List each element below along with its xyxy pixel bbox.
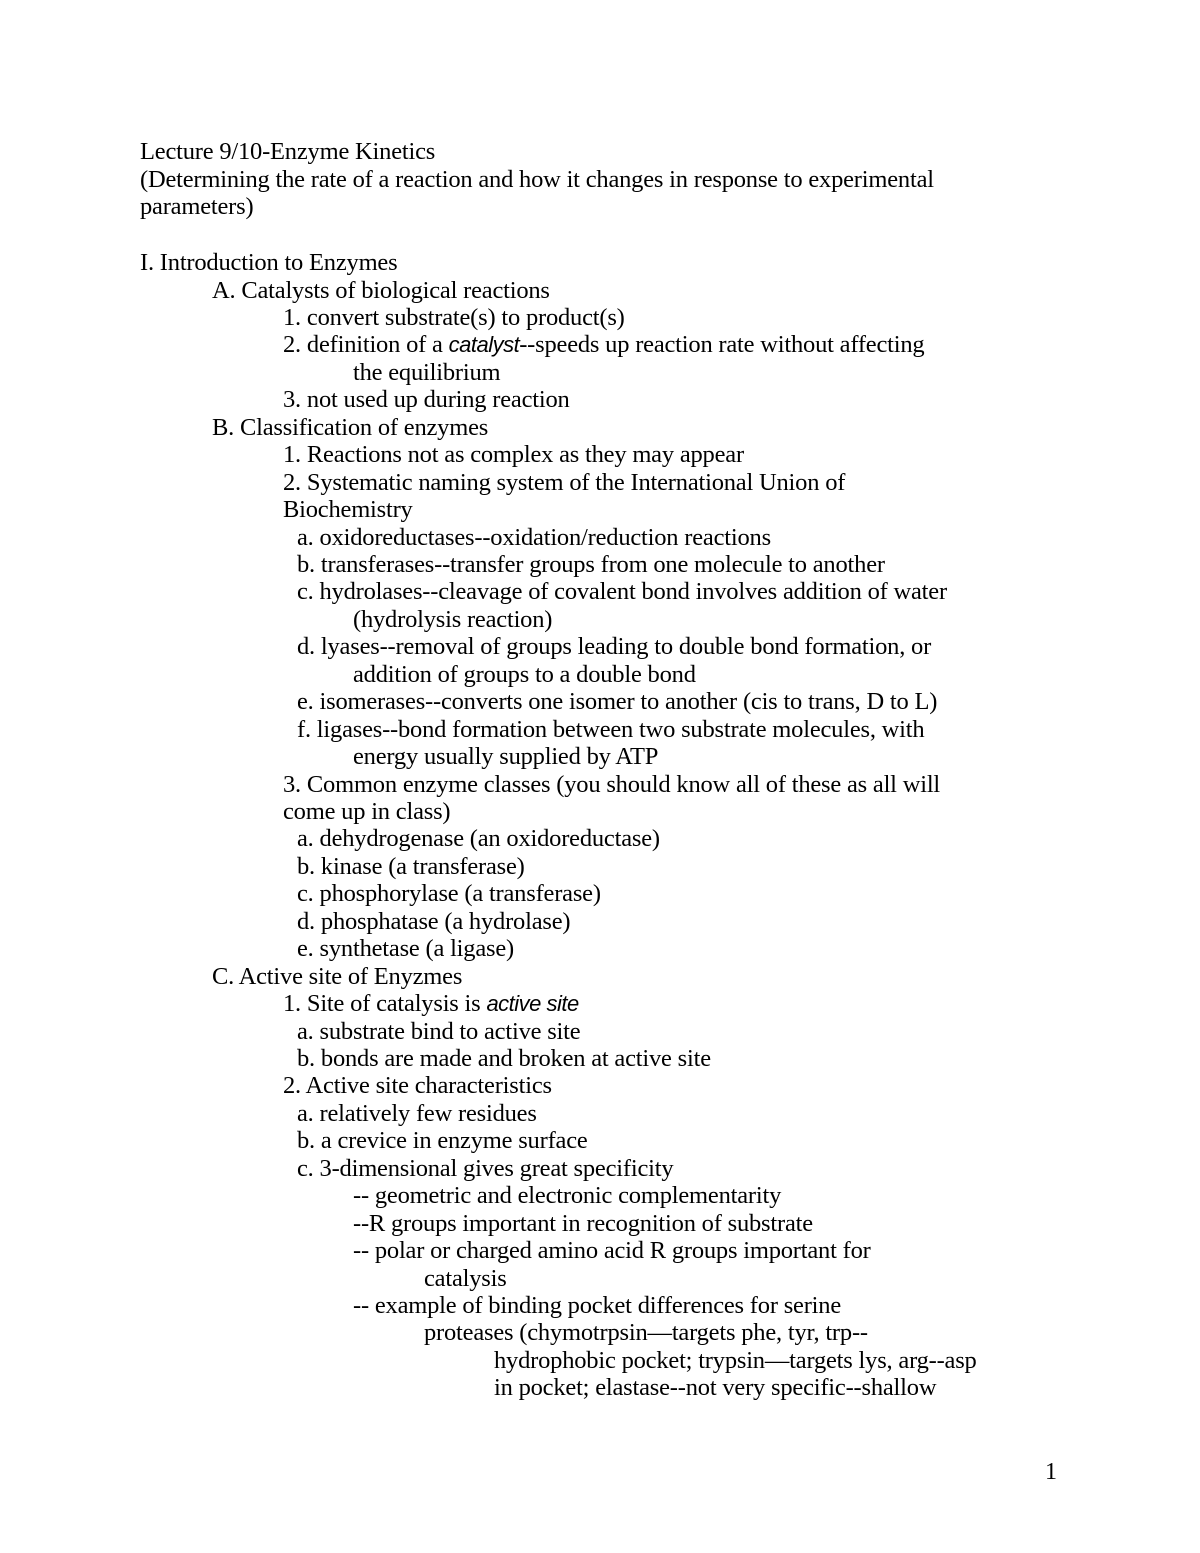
- outline-text: 1. Site of catalysis is: [283, 990, 487, 1017]
- outline-dash-item: --R groups important in recognition of substrate: [353, 1210, 813, 1237]
- outline-subitem: c. phosphorylase (a transferase): [297, 880, 601, 907]
- outline-subitem: d. phosphatase (a hydrolase): [297, 908, 571, 935]
- subsection-heading-c: C. Active site of Enyzmes: [212, 963, 463, 990]
- subsection-heading-a: A. Catalysts of biological reactions: [212, 277, 550, 304]
- outline-item: 1. Reactions not as complex as they may appear: [283, 441, 744, 468]
- outline-subitem: b. bonds are made and broken at active site: [297, 1045, 711, 1072]
- outline-item-catalyst-definition: [283, 331, 924, 359]
- outline-item: 1. convert substrate(s) to product(s): [283, 304, 625, 331]
- section-heading-i: I. Introduction to Enzymes: [140, 249, 398, 276]
- outline-subitem-continuation: (hydrolysis reaction): [353, 606, 553, 633]
- outline-dash-item-continuation: catalysis: [424, 1265, 507, 1292]
- outline-subitem: c. 3-dimensional gives great specificity: [297, 1155, 674, 1182]
- outline-dash-item-continuation: in pocket; elastase--not very specific--shallow: [494, 1374, 937, 1401]
- page-number: 1: [1045, 1459, 1057, 1485]
- outline-dash-item: -- geometric and electronic complementarity: [353, 1182, 782, 1209]
- outline-item-active-site: [283, 990, 579, 1018]
- outline-text: --speeds up reaction rate without affecting: [519, 331, 925, 358]
- emphasized-term: catalyst: [448, 332, 520, 357]
- outline-dash-item: -- example of binding pocket differences for serine: [353, 1292, 841, 1319]
- outline-item-continuation: Biochemistry: [283, 496, 413, 523]
- outline-item: 3. not used up during reaction: [283, 386, 570, 413]
- outline-subitem: a. oxidoreductases--oxidation/reduction reactions: [297, 524, 771, 551]
- outline-subitem: b. transferases--transfer groups from one molecule to another: [297, 551, 885, 578]
- outline-subitem: a. relatively few residues: [297, 1100, 537, 1127]
- outline-subitem: c. hydrolases--cleavage of covalent bond involves addition of water: [297, 578, 947, 605]
- outline-subitem-continuation: addition of groups to a double bond: [353, 661, 696, 688]
- outline-dash-item: -- polar or charged amino acid R groups important for: [353, 1237, 871, 1264]
- outline-subitem: b. kinase (a transferase): [297, 853, 525, 880]
- outline-dash-item-continuation: hydrophobic pocket; trypsin—targets lys, arg--asp: [494, 1347, 977, 1374]
- outline-dash-item-continuation: proteases (chymotrpsin—targets phe, tyr, trp--: [424, 1319, 868, 1346]
- outline-subitem: e. isomerases--converts one isomer to another (cis to trans, D to L): [297, 688, 938, 715]
- lecture-title: Lecture 9/10-Enzyme Kinetics: [140, 138, 436, 165]
- outline-item-continuation: the equilibrium: [353, 359, 501, 386]
- emphasized-term: active site: [486, 991, 579, 1016]
- outline-subitem: e. synthetase (a ligase): [297, 935, 514, 962]
- outline-subitem: f. ligases--bond formation between two substrate molecules, with: [297, 716, 925, 743]
- outline-item-continuation: come up in class): [283, 798, 451, 825]
- outline-item: 2. Systematic naming system of the International Union of: [283, 469, 846, 496]
- lecture-subtitle-line2: parameters): [140, 193, 254, 220]
- lecture-subtitle-line1: (Determining the rate of a reaction and how it changes in response to experimental: [140, 166, 934, 193]
- outline-subitem: a. dehydrogenase (an oxidoreductase): [297, 825, 660, 852]
- outline-subitem-continuation: energy usually supplied by ATP: [353, 743, 659, 770]
- outline-item: 2. Active site characteristics: [283, 1072, 552, 1099]
- subsection-heading-b: B. Classification of enzymes: [212, 414, 489, 441]
- outline-subitem: d. lyases--removal of groups leading to double bond formation, or: [297, 633, 932, 660]
- outline-subitem: a. substrate bind to active site: [297, 1018, 581, 1045]
- outline-text: 2. definition of a: [283, 331, 449, 358]
- outline-item: 3. Common enzyme classes (you should know all of these as all will: [283, 771, 941, 798]
- outline-subitem: b. a crevice in enzyme surface: [297, 1127, 588, 1154]
